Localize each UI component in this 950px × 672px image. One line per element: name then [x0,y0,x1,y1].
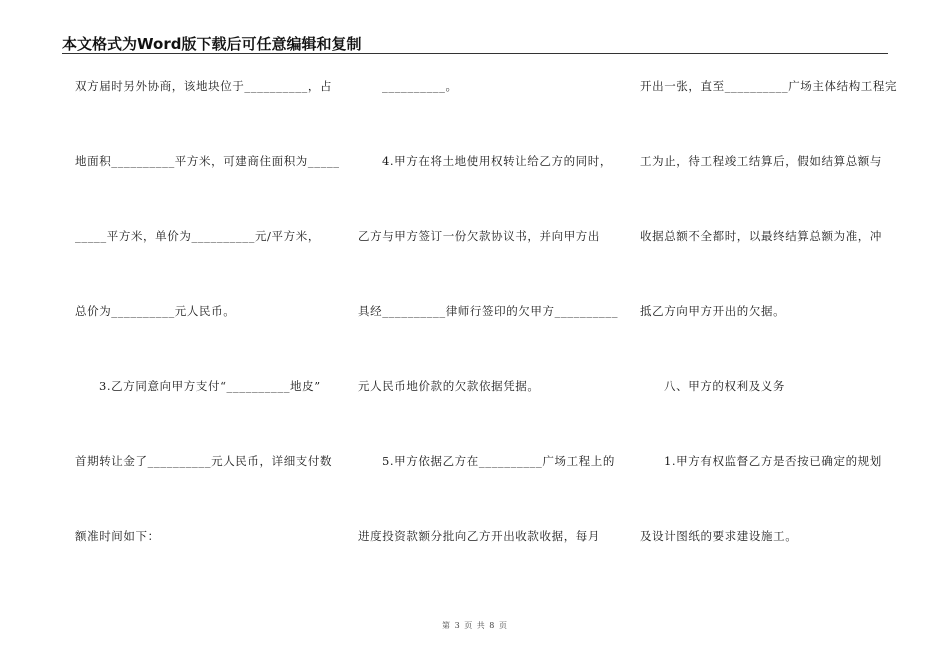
text-line: 额准时间如下： [75,529,160,543]
text-line: 4.甲方在将土地使用权转让给乙方的同时， [382,154,612,168]
text-line: 总价为__________元人民币。 [75,304,236,318]
text-line: 1.甲方有权监督乙方是否按已确定的规划 [664,454,882,468]
text-line: 首期转让金了__________元人民币，详细支付数 [75,454,333,468]
text-line: 乙方与甲方签订一份欠款协议书，并向甲方出 [358,229,600,243]
text-line: _____平方米，单价为__________元/平方米， [75,229,320,243]
text-line: 3.乙方同意向甲方支付“__________地皮” [99,379,321,393]
text-line: 具经__________律师行签印的欠甲方__________ [358,304,619,318]
text-line: 元人民币地价款的欠款依据凭据。 [358,379,540,393]
text-line: 5.甲方依据乙方在__________广场工程上的 [382,454,615,468]
text-line: 及设计图纸的要求建设施工。 [640,529,798,543]
text-line: 工为止，待工程竣工结算后，假如结算总额与 [640,154,882,168]
header-divider [62,53,888,54]
section-heading: 八、甲方的权利及义务 [664,379,785,393]
text-line: 收据总额不全都时，以最终结算总额为准，冲 [640,229,882,243]
text-line: 地面积__________平方米，可建商住面积为_____ [75,154,340,168]
text-line: 进度投资款额分批向乙方开出收款收据，每月 [358,529,600,543]
text-line: 双方届时另外协商，该地块位于__________，占 [75,79,333,93]
document-header-title: 本文格式为Word版下载后可任意编辑和复制 [62,35,362,53]
text-line: 抵乙方向甲方开出的欠据。 [640,304,786,318]
text-line: __________。 [382,79,458,93]
text-line: 开出一张，直至__________广场主体结构工程完 [640,79,898,93]
page-number: 第 3 页 共 8 页 [442,621,508,630]
